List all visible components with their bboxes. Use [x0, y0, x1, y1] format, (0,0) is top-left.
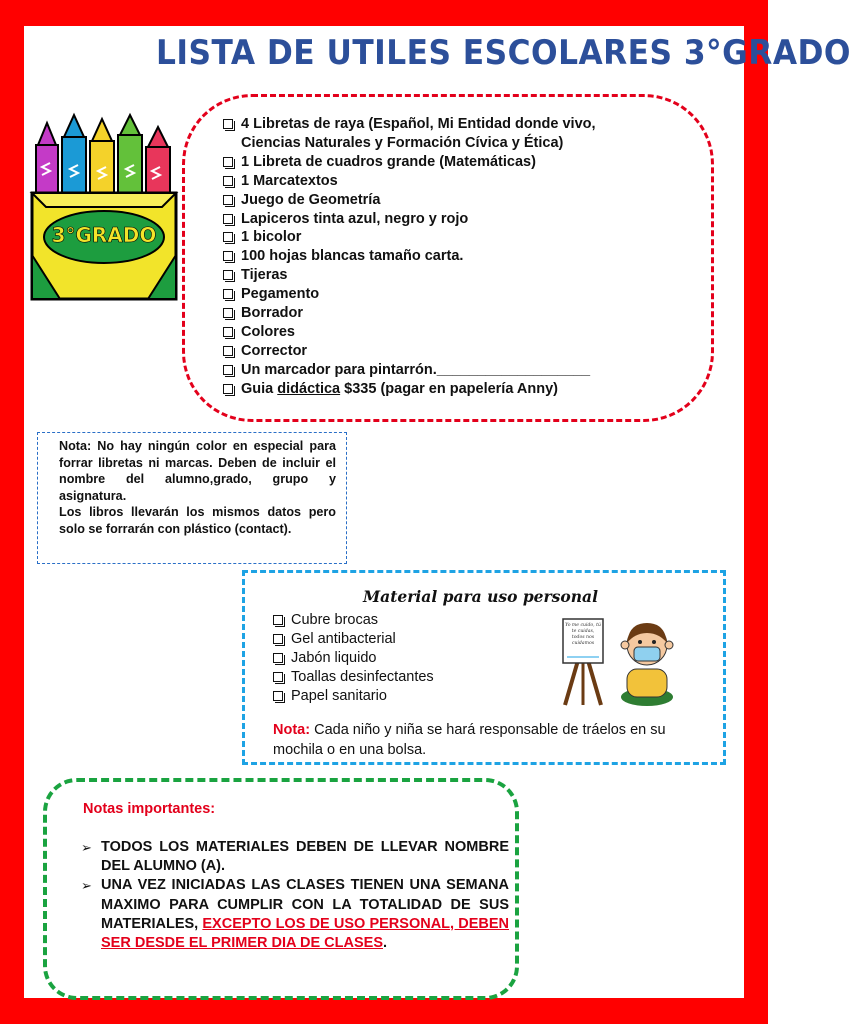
nota-paragraph: Nota: No hay ningún color en especial para forrar libretas ni marcas. Deben de incluir el nombre del alumno,grado, grupo y asignatura.: [59, 439, 336, 503]
supplies-list: [223, 115, 693, 399]
list-item: Juego de Geometría: [223, 191, 693, 210]
checkbox-icon: [273, 634, 283, 644]
important-notes-title: Notas importantes:: [83, 801, 216, 817]
list-item: 100 hojas blancas tamaño carta.: [223, 247, 693, 266]
easel-text: Yo me cuido, tú te cuidas, todos nos cuidamos: [565, 623, 601, 646]
crayon-box-label: 3°GRADO: [51, 223, 157, 247]
checkbox-icon: [223, 214, 233, 224]
checkbox-icon: [223, 251, 233, 261]
crayon-box-illustration: [30, 115, 180, 301]
checkbox-icon: [223, 365, 233, 375]
list-item: Jabón liquido: [273, 649, 434, 668]
list-item: Toallas desinfectantes: [273, 668, 434, 687]
personal-note-label: Nota:: [273, 722, 311, 738]
checkbox-icon: [223, 119, 233, 129]
personal-note: [273, 720, 703, 760]
checkbox-icon: [223, 195, 233, 205]
list-item: ➢ UNA VEZ INICIADAS LAS CLASES TIENEN UNA SEMANA MAXIMO PARA CUMPLIR CON LA TOTALIDAD DE SUS MATERIALES, EXCEPTO LOS DE USO PERSONAL, DEBEN SER DESDE EL PRIMER DIA DE CLASES.: [81, 877, 509, 952]
list-item: ➢ TODOS LOS MATERIALES DEBEN DE LLEVAR NOMBRE DEL ALUMNO (A).: [81, 839, 509, 875]
supplies-list-box: [182, 94, 714, 422]
checkbox-icon: [223, 157, 233, 167]
list-item: 1 bicolor: [223, 228, 693, 247]
list-item: Un marcador para pintarrón.___________________: [223, 361, 693, 380]
checkbox-icon: [273, 653, 283, 663]
important-notes-list: [81, 838, 509, 953]
arrow-bullet-icon: ➢: [81, 878, 92, 894]
child-icon: [621, 623, 673, 706]
important-notes-box: [43, 778, 519, 1000]
kid-with-mask-illustration: [555, 617, 680, 707]
list-item: Lapiceros tinta azul, negro y rojo: [223, 210, 693, 229]
personal-material-title: Material para uso personal: [363, 587, 598, 606]
list-item: Gel antibacterial: [273, 630, 434, 649]
list-item-guia: Guia didáctica $335 (pagar en papelería Anny): [223, 380, 693, 399]
checkbox-icon: [223, 232, 233, 242]
checkbox-icon: [223, 346, 233, 356]
arrow-bullet-icon: ➢: [81, 840, 92, 855]
checkbox-icon: [223, 384, 233, 394]
list-item: Colores: [223, 323, 693, 342]
personal-material-box: [242, 570, 726, 765]
checkbox-icon: [273, 615, 283, 625]
list-item: 1 Marcatextos: [223, 172, 693, 191]
checkbox-icon: [223, 327, 233, 337]
list-item: Tijeras: [223, 266, 693, 285]
page-title: LISTA DE UTILES ESCOLARES 3°GRADO: [156, 33, 851, 73]
personal-note-text: Cada niño y niña se hará responsable de tráelos en su mochila o en una bolsa.: [273, 722, 666, 758]
personal-material-list: [273, 611, 434, 706]
nota-paragraph: Los libros llevarán los mismos datos pero solo se forrarán con plástico (contact).: [59, 505, 336, 536]
list-item: 1 Libreta de cuadros grande (Matemáticas): [223, 153, 693, 172]
checkbox-icon: [273, 672, 283, 682]
checkbox-icon: [223, 308, 233, 318]
list-item: Corrector: [223, 342, 693, 361]
list-item: Pegamento: [223, 285, 693, 304]
checkbox-icon: [223, 289, 233, 299]
checkbox-icon: [223, 176, 233, 186]
nota-box: [37, 432, 347, 564]
checkbox-icon: [273, 691, 283, 701]
list-item: Cubre brocas: [273, 611, 434, 630]
checkbox-icon: [223, 270, 233, 280]
list-item: Borrador: [223, 304, 693, 323]
list-item: Papel sanitario: [273, 687, 434, 706]
list-item: 4 Libretas de raya (Español, Mi Entidad donde vivo, Ciencias Naturales y Formación Cívica y Ética): [223, 115, 693, 153]
